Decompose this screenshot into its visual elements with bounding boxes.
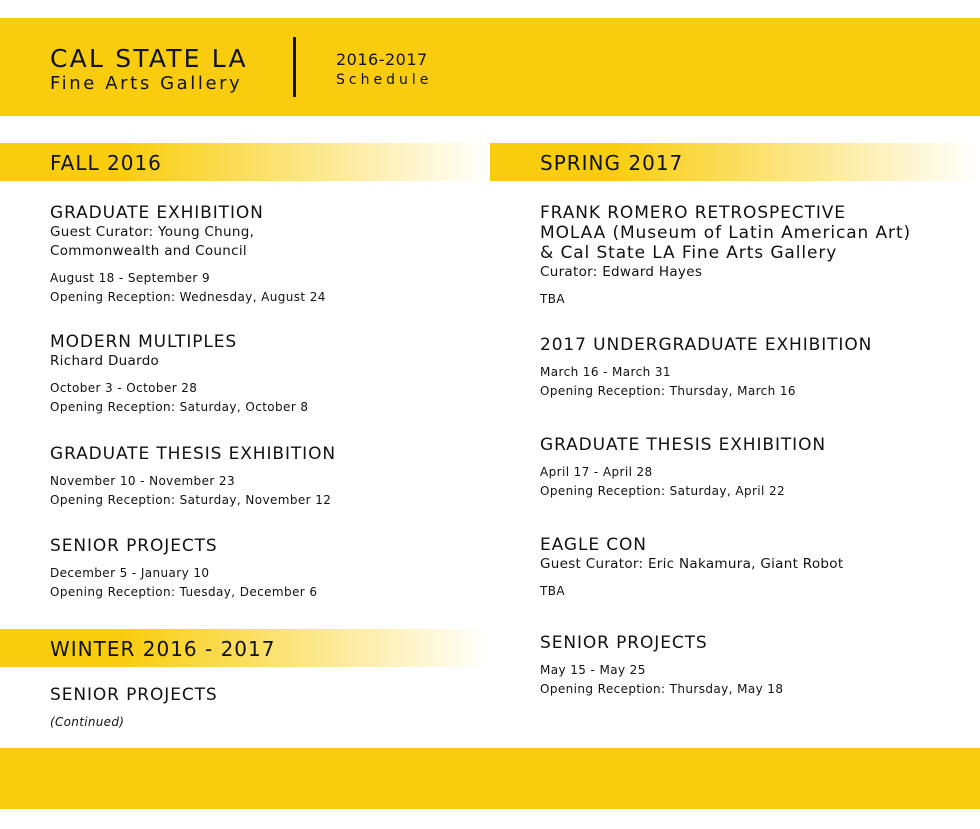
season-title: WINTER 2016 - 2017 <box>50 637 276 661</box>
event-curator: Curator: Edward Hayes <box>540 264 703 280</box>
event-curator-org: Commonwealth and Council <box>50 243 247 259</box>
spring-event-eagle-con <box>540 535 960 601</box>
season-title: SPRING 2017 <box>540 151 684 175</box>
event-reception: Opening Reception: Thursday, May 18 <box>540 682 784 696</box>
event-title: GRADUATE EXHIBITION <box>50 203 264 223</box>
schedule-year: 2016-2017 <box>336 50 428 69</box>
event-reception: Opening Reception: Saturday, October 8 <box>50 400 309 414</box>
event-title: GRADUATE THESIS EXHIBITION <box>540 435 826 455</box>
gallery-brand <box>50 45 248 95</box>
event-title: EAGLE CON <box>540 535 647 555</box>
fall-event-senior-projects <box>50 536 470 602</box>
event-dates: TBA <box>540 292 565 306</box>
event-title: SENIOR PROJECTS <box>540 633 708 653</box>
event-dates: April 17 - April 28 <box>540 465 653 479</box>
event-title: FRANK ROMERO RETROSPECTIVE <box>540 203 846 223</box>
spring-event-undergraduate <box>540 335 960 401</box>
fall-event-graduate-thesis <box>50 444 470 510</box>
event-dates: October 3 - October 28 <box>50 381 198 395</box>
event-note: (Continued) <box>50 715 125 729</box>
brand-title: CAL STATE LA <box>50 44 248 73</box>
season-title: FALL 2016 <box>50 151 162 175</box>
event-title: 2017 UNDERGRADUATE EXHIBITION <box>540 335 873 355</box>
event-reception: Opening Reception: Tuesday, December 6 <box>50 585 318 599</box>
schedule-label: Schedule <box>336 72 433 88</box>
event-artist: Richard Duardo <box>50 353 160 369</box>
event-curator: Guest Curator: Eric Nakamura, Giant Robot <box>540 556 844 572</box>
spring-event-frank-romero <box>540 203 960 309</box>
event-title-partner: & Cal State LA Fine Arts Gallery <box>540 243 838 263</box>
season-header-fall <box>0 143 490 181</box>
event-title-venue: MOLAA (Museum of Latin American Art) <box>540 223 912 243</box>
season-header-winter <box>0 629 490 667</box>
event-reception: Opening Reception: Saturday, April 22 <box>540 484 786 498</box>
event-dates: November 10 - November 23 <box>50 474 235 488</box>
winter-event-senior-projects <box>50 685 470 732</box>
fall-event-graduate-exhibition <box>50 203 470 307</box>
event-dates: December 5 - January 10 <box>50 566 210 580</box>
event-title: SENIOR PROJECTS <box>50 536 218 556</box>
event-title: GRADUATE THESIS EXHIBITION <box>50 444 336 464</box>
event-reception: Opening Reception: Wednesday, August 24 <box>50 290 326 304</box>
event-title: MODERN MULTIPLES <box>50 332 238 352</box>
event-curator: Guest Curator: Young Chung, <box>50 224 255 240</box>
season-header-spring <box>490 143 980 181</box>
event-dates: August 18 - September 9 <box>50 271 211 285</box>
event-reception: Opening Reception: Saturday, November 12 <box>50 493 332 507</box>
brand-subtitle: Fine Arts Gallery <box>50 73 243 94</box>
event-dates: TBA <box>540 584 565 598</box>
schedule-year-block <box>336 50 432 90</box>
footer-banner <box>0 748 980 809</box>
event-reception: Opening Reception: Thursday, March 16 <box>540 384 796 398</box>
event-dates: March 16 - March 31 <box>540 365 671 379</box>
spring-event-senior-projects <box>540 633 960 699</box>
event-title: SENIOR PROJECTS <box>50 685 218 705</box>
fall-event-modern-multiples <box>50 332 470 417</box>
header-divider <box>293 37 296 97</box>
spring-event-graduate-thesis <box>540 435 960 501</box>
event-dates: May 15 - May 25 <box>540 663 646 677</box>
